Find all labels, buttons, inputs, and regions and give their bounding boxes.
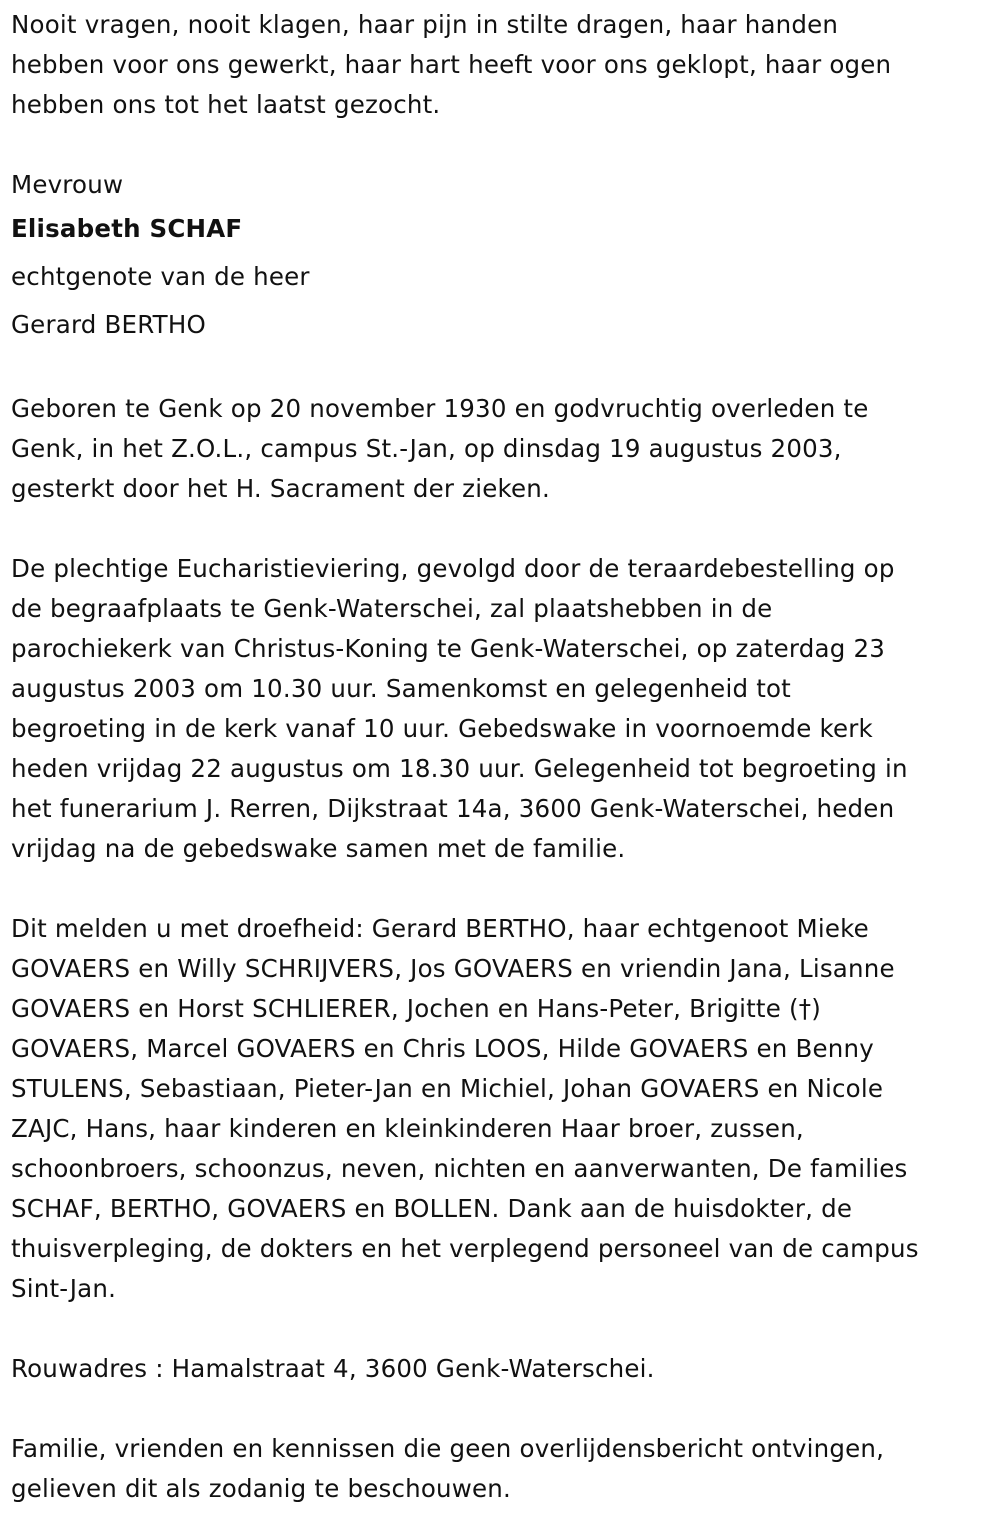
family-line: GOVAERS en Horst SCHLIERER, Jochen en Hans-Peter, Brigitte (†) — [11, 994, 821, 1023]
family-line: STULENS, Sebastiaan, Pieter-Jan en Michiel, Johan GOVAERS en Nicole — [11, 1074, 884, 1103]
birth-death-line: Genk, in het Z.O.L., campus St.-Jan, op dinsdag 19 augustus 2003, — [11, 434, 842, 463]
ceremony-line: parochiekerk van Christus-Koning te Genk-Waterschei, op zaterdag 23 — [11, 634, 886, 663]
deceased-title: Mevrouw — [11, 170, 124, 199]
deceased-header — [11, 165, 988, 349]
mourning-address — [11, 1349, 988, 1389]
family-line: ZAJC, Hans, haar kinderen en kleinkinderen Haar broer, zussen, — [11, 1114, 804, 1143]
family-line: GOVAERS en Willy SCHRIJVERS, Jos GOVAERS en vriendin Jana, Lisanne — [11, 954, 895, 983]
family-line: Dit melden u met droefheid: Gerard BERTHO, haar echtgenoot Mieke — [11, 914, 869, 943]
closing-line: Familie, vrienden en kennissen die geen overlijdensbericht ontvingen, — [11, 1434, 885, 1463]
closing-line: gelieven dit als zodanig te beschouwen. — [11, 1474, 512, 1503]
family-line: SCHAF, BERTHO, GOVAERS en BOLLEN. Dank aan de huisdokter, de — [11, 1194, 853, 1223]
ceremony-paragraph — [11, 549, 988, 869]
family-line: Sint-Jan. — [11, 1274, 117, 1303]
ceremony-line: het funerarium J. Rerren, Dijkstraat 14a, 3600 Genk-Waterschei, heden — [11, 794, 895, 823]
deceased-spouse: Gerard BERTHO — [11, 310, 206, 339]
birth-death-line: gesterkt door het H. Sacrament der zieken. — [11, 474, 550, 503]
ceremony-line: begroeting in de kerk vanaf 10 uur. Gebedswake in voornoemde kerk — [11, 714, 873, 743]
ceremony-line: De plechtige Eucharistieviering, gevolgd door de teraardebestelling op — [11, 554, 895, 583]
deceased-name: Elisabeth SCHAF — [11, 214, 243, 243]
mourning-address-text: Rouwadres : Hamalstraat 4, 3600 Genk-Waterschei. — [11, 1354, 655, 1383]
intro-line: hebben ons tot het laatst gezocht. — [11, 90, 441, 119]
birth-death-paragraph — [11, 389, 988, 509]
ceremony-line: augustus 2003 om 10.30 uur. Samenkomst en gelegenheid tot — [11, 674, 791, 703]
birth-death-line: Geboren te Genk op 20 november 1930 en godvruchtig overleden te — [11, 394, 869, 423]
family-line: schoonbroers, schoonzus, neven, nichten en aanverwanten, De families — [11, 1154, 908, 1183]
ceremony-line: vrijdag na de gebedswake samen met de familie. — [11, 834, 626, 863]
ceremony-line: heden vrijdag 22 augustus om 18.30 uur. Gelegenheid tot begroeting in — [11, 754, 908, 783]
family-line: GOVAERS, Marcel GOVAERS en Chris LOOS, Hilde GOVAERS en Benny — [11, 1034, 874, 1063]
deceased-relation: echtgenote van de heer — [11, 262, 310, 291]
ceremony-line: de begraafplaats te Genk-Waterschei, zal plaatshebben in de — [11, 594, 773, 623]
family-paragraph — [11, 909, 988, 1309]
family-line: thuisverpleging, de dokters en het verplegend personeel van de campus — [11, 1234, 919, 1263]
intro-verse — [11, 5, 988, 125]
intro-line: hebben voor ons gewerkt, haar hart heeft voor ons geklopt, haar ogen — [11, 50, 892, 79]
intro-line: Nooit vragen, nooit klagen, haar pijn in stilte dragen, haar handen — [11, 10, 839, 39]
closing-paragraph — [11, 1429, 988, 1509]
